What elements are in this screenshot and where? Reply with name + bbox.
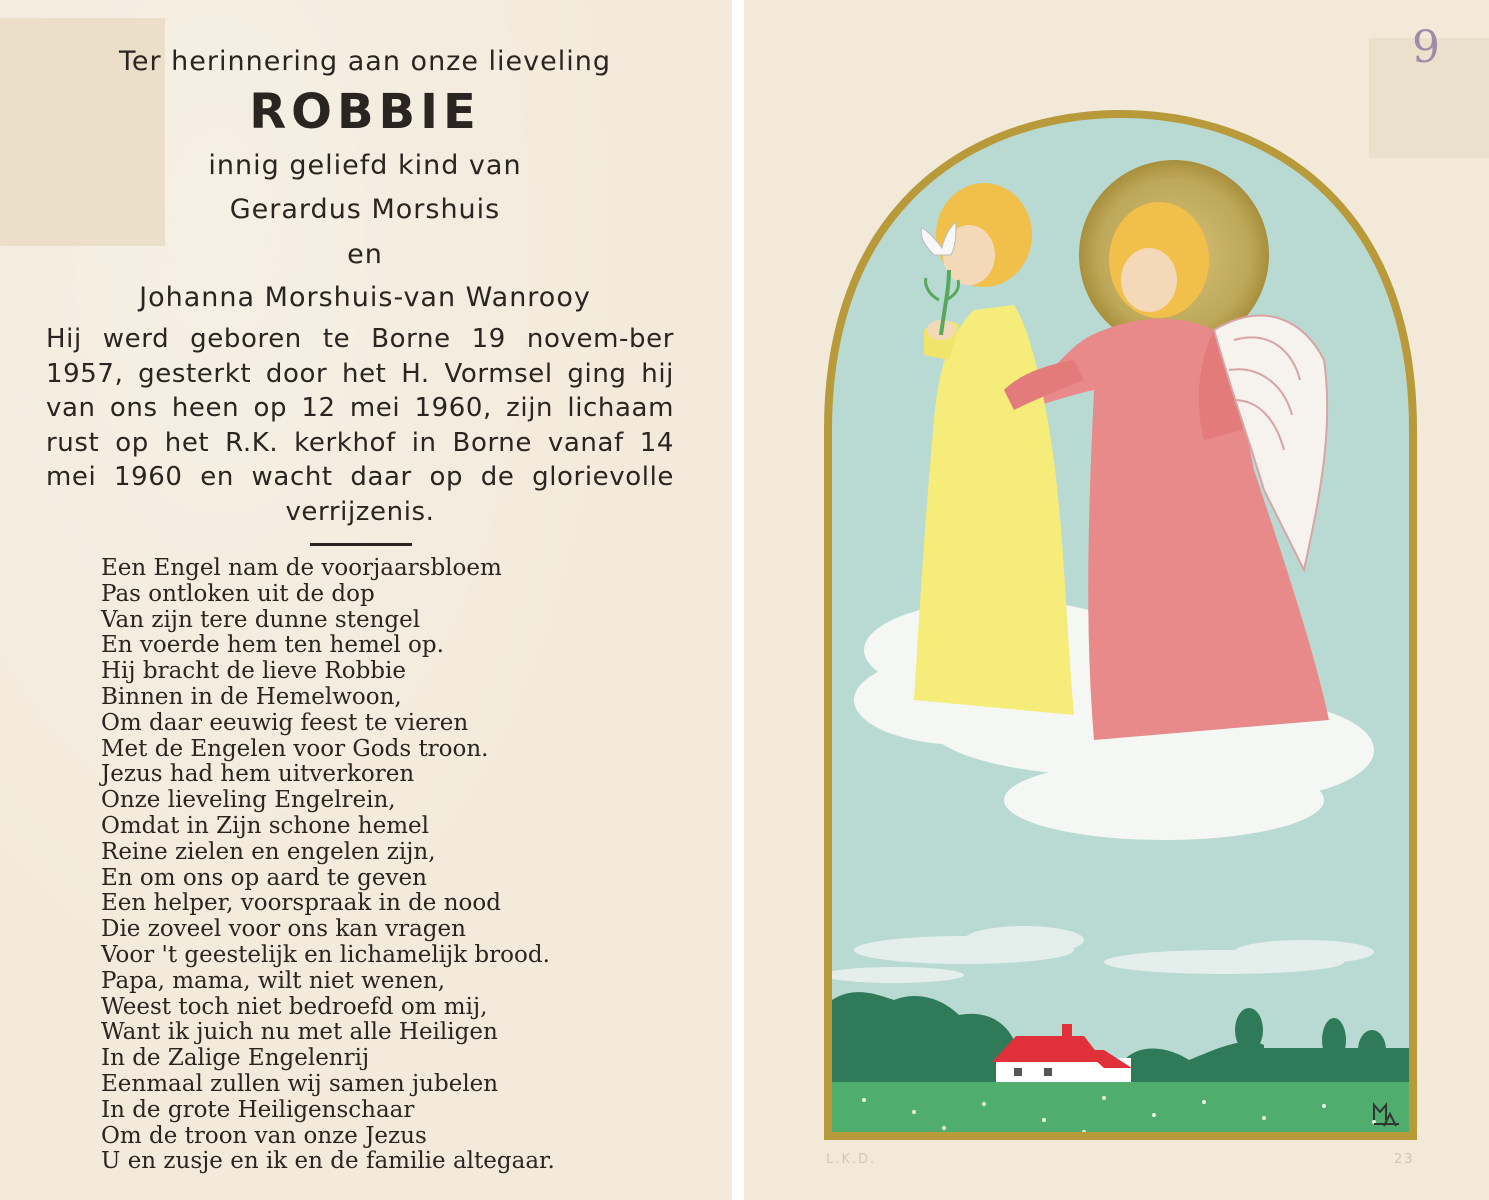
poem-line: Om de troon van onze Jezus <box>101 1122 427 1149</box>
poem-line: U en zusje en ik en de familie altegaar. <box>101 1148 555 1175</box>
child-of-line: innig geliefd kind van <box>208 150 522 181</box>
poem-line: Voor 't geestelijk en lichamelijk brood. <box>101 941 550 968</box>
conjunction: en <box>347 239 383 270</box>
left-card-text-side <box>0 0 732 1200</box>
mother-name: Johanna Morshuis-van Wanrooy <box>139 282 591 313</box>
poem-line: In de grote Heiligenschaar <box>101 1096 415 1123</box>
poem-line: Eenmaal zullen wij samen jubelen <box>101 1070 499 1097</box>
poem-line: En om ons op aard te geven <box>101 864 427 891</box>
poem-line: In de Zalige Engelenrij <box>101 1045 370 1072</box>
father-name: Gerardus Morshuis <box>229 194 501 225</box>
biography-paragraph: Hij werd geboren te Borne 19 novem-ber 1957, gesterkt door het H. Vormsel ging hij van ons heen op 12 mei 1960, zijn lichaam rust op het R.K. kerkhof in Borne vanaf 14 mei 1960 en wacht daar op de glorievolle verrijzenis. <box>46 324 674 527</box>
publisher-mark: L.K.D. <box>826 1152 877 1167</box>
poem-line: Hij bracht de lieve Robbie <box>101 658 406 685</box>
poem-line: Een Engel nam de voorjaarsbloem <box>101 555 502 581</box>
poem-line: Reine zielen en engelen zijn, <box>101 838 436 865</box>
poem-line: Pas ontloken uit de dop <box>101 580 375 607</box>
poem-line: Van zijn tere dunne stengel <box>101 606 421 633</box>
poem-line: Met de Engelen voor Gods troon. <box>101 735 489 762</box>
poem-line: Omdat in Zijn schone hemel <box>101 812 430 839</box>
intro-line: Ter herinnering aan onze lieveling <box>118 46 612 77</box>
angel-illustration <box>744 0 1489 1200</box>
child-name: ROBBIE <box>249 84 481 140</box>
card-number: 23 <box>1394 1152 1415 1167</box>
corner-mark: 9 <box>1412 22 1440 73</box>
poem-line: Onze lieveling Engelrein, <box>101 787 396 814</box>
poem-line: En voerde hem ten hemel op. <box>101 632 444 659</box>
poem-line: Weest toch niet bedroefd om mij, <box>101 993 488 1020</box>
poem-line: Die zoveel voor ons kan vragen <box>101 916 466 943</box>
poem-line: Binnen in de Hemelwoon, <box>101 683 402 710</box>
angel-head <box>1109 202 1209 318</box>
right-card-illustration-side <box>744 0 1489 1200</box>
poem-line: Papa, mama, wilt niet wenen, <box>101 967 446 994</box>
poem-line: Een helper, voorspraak in de nood <box>101 890 501 917</box>
poem-line: Om daar eeuwig feest te vieren <box>101 709 469 736</box>
divider-line <box>310 543 412 546</box>
poem-line: Jezus had hem uitverkoren <box>101 761 415 788</box>
poem <box>101 556 701 1175</box>
artist-signature-text: MA <box>744 0 746 1</box>
poem-line: Want ik juich nu met alle Heiligen <box>101 1019 498 1046</box>
